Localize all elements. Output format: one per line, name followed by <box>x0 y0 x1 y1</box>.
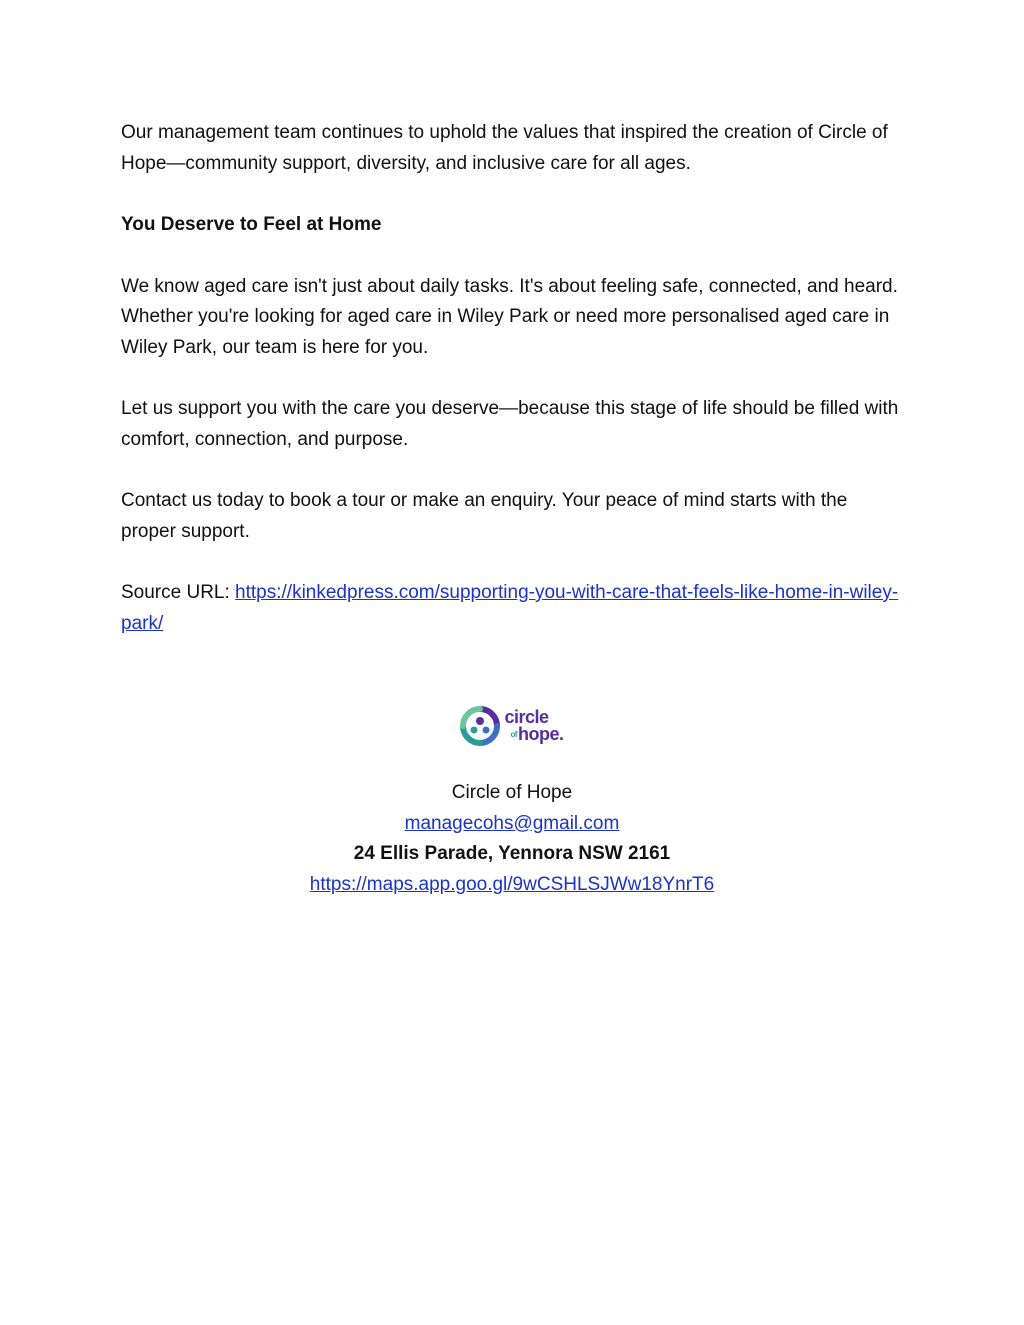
care-paragraph: We know aged care isn't just about daily tasks. It's about feeling safe, connected, and heard. Whether you're looking for aged care in Wiley Park or need more personalised aged care in Wiley Park, our team is here for you. <box>121 275 898 358</box>
map-link[interactable]: https://maps.app.goo.gl/9wCSHLSJWw18YnrT6 <box>309 873 715 895</box>
source-line <box>121 578 907 639</box>
logo-line-2-small: of <box>510 730 518 739</box>
logo-line-2 <box>504 726 563 743</box>
contact-footer <box>0 700 1024 900</box>
source-label: Source URL: <box>121 582 236 603</box>
logo-line-1: circle <box>504 707 549 727</box>
section-heading: You Deserve to Feel at Home <box>121 214 382 235</box>
address: 24 Ellis Parade, Yennora NSW 2161 <box>353 843 671 864</box>
logo-mark: . <box>559 724 564 744</box>
document-body <box>121 118 907 670</box>
org-name: Circle of Hope <box>451 782 573 803</box>
circle-of-hope-logo <box>460 700 563 752</box>
intro-paragraph: Our management team continues to uphold the values that inspired the creation of Circle of Hope—community support, diversity, and inclusive care for all ages. <box>121 122 888 174</box>
email-link[interactable]: managecohs@gmail.com <box>404 812 620 834</box>
support-paragraph: Let us support you with the care you deserve—because this stage of life should be filled with comfort, connection, and purpose. <box>121 398 899 450</box>
source-url-link[interactable]: https://kinkedpress.com/supporting-you-with-care-that-feels-like-home-in-wiley-park/ <box>121 582 899 634</box>
contact-paragraph: Contact us today to book a tour or make an enquiry. Your peace of mind starts with the proper support. <box>121 490 848 542</box>
logo-line-2-main: hope <box>518 724 560 744</box>
circle-of-hope-logo-icon <box>460 706 500 746</box>
logo-wordmark <box>504 709 563 743</box>
